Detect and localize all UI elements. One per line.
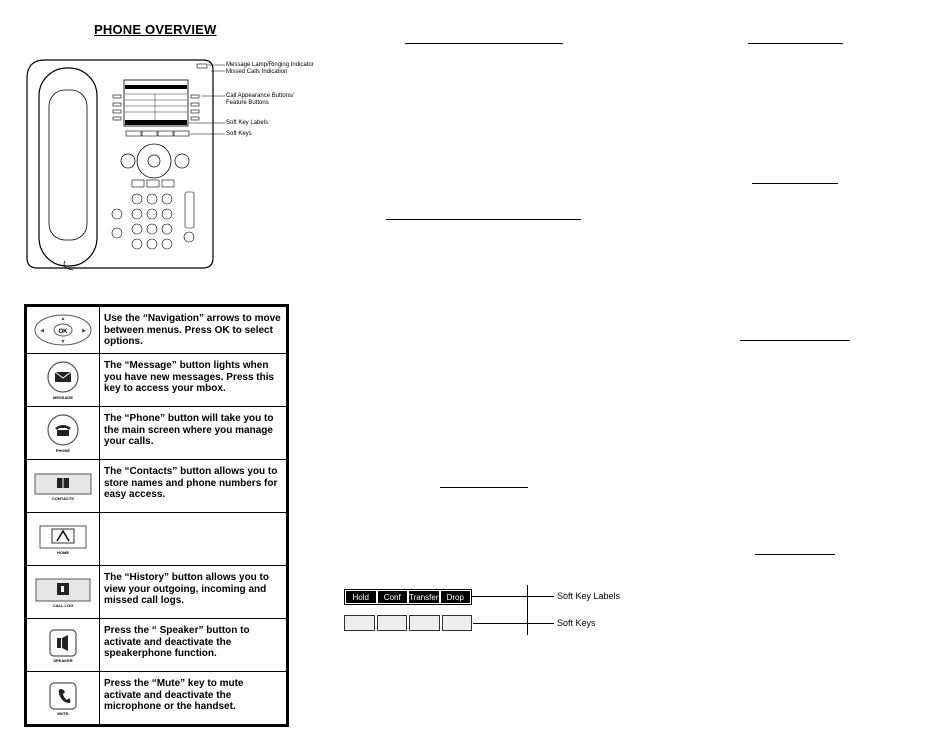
table-row: [26, 566, 288, 619]
connector-line: [473, 623, 554, 624]
blank-underline: [752, 183, 838, 184]
soft-key-labels-bar: [344, 589, 472, 605]
callout-message-lamp: Message Lamp/Ringing Indicator: [226, 62, 314, 68]
blank-underline: [748, 43, 843, 44]
svg-text:▲: ▲: [60, 316, 66, 322]
home-icon: [38, 524, 88, 550]
button-description: The “Message” button lights when you have new messages. Press this key to access your mbox.: [100, 354, 288, 407]
mute-icon: [48, 681, 78, 711]
soft-key[interactable]: [377, 615, 408, 631]
soft-key-label: Transfer: [408, 590, 440, 604]
table-row: [26, 407, 288, 460]
button-description: [100, 513, 288, 566]
table-row: [26, 513, 288, 566]
message-icon: [46, 360, 80, 394]
soft-key-label: Conf: [377, 590, 409, 604]
button-description: Press the “ Speaker” button to activate and deactivate the speakerphone function.: [100, 619, 288, 672]
callout-feature-buttons: Feature Buttons: [226, 100, 269, 106]
button-description: Use the “Navigation” arrows to move between menus. Press OK to select options.: [100, 306, 288, 354]
callout-call-appearance: Call Appearance Buttons/: [226, 93, 294, 99]
icon-caption: CONTACTS: [52, 495, 74, 501]
svg-text:OK: OK: [58, 329, 68, 335]
button-description: The “Contacts” button allows you to store names and phone numbers for easy access.: [100, 460, 288, 513]
call-log-icon: [34, 577, 92, 603]
soft-keys-row: [344, 615, 472, 631]
callout-soft-keys: Soft Keys: [226, 131, 252, 137]
svg-text:▼: ▼: [60, 339, 66, 345]
handset: [39, 68, 97, 266]
soft-key-label: Hold: [345, 590, 377, 604]
table-row: [26, 306, 288, 354]
blank-underline: [405, 43, 563, 44]
connector-line: [527, 585, 528, 635]
phone-icon: [46, 413, 80, 447]
soft-key[interactable]: [409, 615, 440, 631]
icon-caption: CALL LOG: [52, 602, 74, 608]
button-guide-table: [24, 304, 289, 727]
navigation-icon: [32, 312, 94, 348]
page-title: PHONE OVERVIEW: [94, 22, 217, 37]
blank-underline: [386, 219, 581, 220]
soft-key-labels-callout: Soft Key Labels: [557, 591, 621, 601]
soft-key[interactable]: [344, 615, 375, 631]
table-row: [26, 619, 288, 672]
connector-line: [472, 596, 554, 597]
icon-caption: MUTE: [57, 710, 69, 716]
button-description: The “History” button allows you to view your outgoing, incoming and missed call logs.: [100, 566, 288, 619]
callout-soft-key-labels: Soft Key Labels: [226, 120, 269, 126]
icon-caption: HOME: [57, 549, 69, 555]
speaker-icon: [48, 628, 78, 658]
icon-caption: MESSAGE: [52, 395, 73, 400]
svg-text:◀: ◀: [40, 328, 44, 334]
blank-underline: [440, 487, 528, 488]
button-description: The “Phone” button will take you to the main screen where you manage your calls.: [100, 407, 288, 460]
soft-keys-callout: Soft Keys: [557, 618, 596, 628]
table-row: [26, 672, 288, 726]
table-row: [26, 460, 288, 513]
table-row: [26, 354, 288, 407]
blank-underline: [740, 340, 850, 341]
blank-underline: [755, 554, 835, 555]
contacts-icon: [33, 472, 93, 496]
svg-text:▶: ▶: [82, 328, 86, 334]
callout-missed-calls: Missed Calls Indication: [226, 69, 288, 75]
soft-key[interactable]: [442, 615, 473, 631]
icon-caption: SPEAKER: [53, 657, 73, 663]
phone-illustration: [25, 58, 315, 273]
icon-caption: PHONE: [55, 448, 71, 453]
soft-key-label: Drop: [440, 590, 472, 604]
button-description: Press the “Mute” key to mute activate and deactivate the microphone or the handset.: [100, 672, 288, 726]
